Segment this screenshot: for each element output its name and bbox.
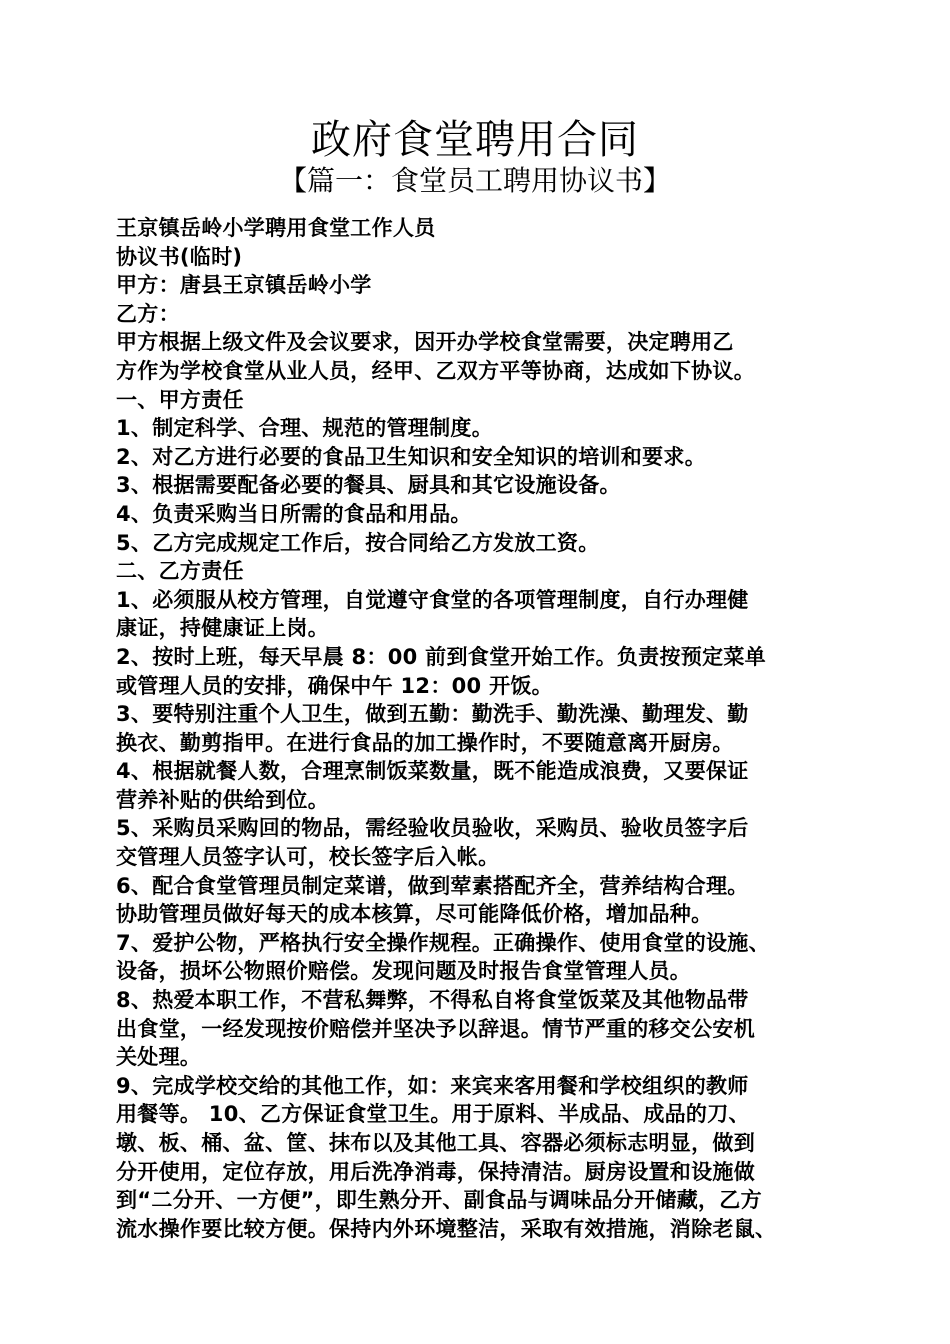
document-subtitle: 【篇一：食堂员工聘用协议书】 [278, 164, 671, 197]
body-line: 换衣、勤剪指甲。在进行食品的加工操作时，不要随意离开厨房。 [116, 730, 734, 755]
body-line: 甲方根据上级文件及会议要求，因开办学校食堂需要，决定聘用乙 [116, 330, 734, 355]
body-line: 4、负责采购当日所需的食品和用品。 [116, 501, 472, 526]
body-line: 甲方：唐县王京镇岳岭小学 [116, 273, 372, 298]
body-line: 4、根据就餐人数，合理烹制饭菜数量，既不能造成浪费，又要保证 [116, 759, 749, 784]
document-body [116, 214, 844, 1243]
body-line: 1、必须服从校方管理，自觉遵守食堂的各项管理制度，自行办理健 [116, 587, 749, 612]
body-line: 协议书(临时) [116, 244, 243, 269]
body-line: 方作为学校食堂从业人员，经甲、乙双方平等协商，达成如下协议。 [116, 358, 755, 383]
body-line: 8、热爱本职工作，不营私舞弊，不得私自将食堂饭菜及其他物品带 [116, 988, 749, 1013]
body-line: 6、配合食堂管理员制定菜谱，做到荤素搭配齐全，营养结构合理。 [116, 873, 749, 898]
body-line: 用餐等。 10、乙方保证食堂卫生。用于原料、半成品、成品的刀、 [116, 1102, 750, 1127]
body-line: 康证，持健康证上岗。 [116, 616, 329, 641]
body-line: 协助管理员做好每天的成本核算，尽可能降低价格，增加品种。 [116, 902, 713, 927]
body-line: 流水操作要比较方便。保持内外环境整洁，采取有效措施，消除老鼠、 [116, 1216, 777, 1241]
body-line: 或管理人员的安排，确保中午 12：00 开饭。 [116, 673, 553, 698]
body-line: 设备，损坏公物照价赔偿。发现问题及时报告食堂管理人员。 [116, 959, 692, 984]
body-line: 3、要特别注重个人卫生，做到五勤：勤洗手、勤洗澡、勤理发、勤 [116, 702, 749, 727]
body-line: 交管理人员签字认可，校长签字后入帐。 [116, 845, 500, 870]
body-line: 出食堂，一经发现按价赔偿并坚决予以辞退。情节严重的移交公安机 [116, 1016, 755, 1041]
body-line: 9、完成学校交给的其他工作，如：来宾来客用餐和学校组织的教师 [116, 1073, 749, 1098]
body-line: 5、采购员采购回的物品，需经验收员验收，采购员、验收员签字后 [116, 816, 749, 841]
section-heading: 一、甲方责任 [116, 387, 244, 412]
body-line: 2、对乙方进行必要的食品卫生知识和安全知识的培训和要求。 [116, 444, 707, 469]
body-line: 7、爱护公物，严格执行安全操作规程。正确操作、使用食堂的设施、 [116, 930, 770, 955]
body-line: 墩、板、桶、盆、筐、抹布以及其他工具、容器必须标志明显，做到 [116, 1131, 755, 1155]
body-line: 2、按时上班，每天早晨 8：00 前到食堂开始工作。负责按预定菜单 [116, 644, 766, 669]
body-line: 1、制定科学、合理、规范的管理制度。 [116, 416, 494, 441]
body-line: 到“二分开、一方便”，即生熟分开、副食品与调味品分开储藏，乙方 [116, 1188, 762, 1213]
body-line: 王京镇岳岭小学聘用食堂工作人员 [116, 216, 436, 240]
document-title: 政府食堂聘用合同 [311, 117, 639, 163]
body-line: 分开使用，定位存放，用后洗净消毒，保持清洁。厨房设置和设施做 [116, 1159, 755, 1184]
body-line: 5、乙方完成规定工作后，按合同给乙方发放工资。 [116, 530, 600, 555]
body-line: 营养补贴的供给到位。 [116, 787, 329, 812]
body-line: 关处理。 [116, 1045, 202, 1070]
body-line: 乙方： [116, 301, 180, 326]
body-line: 3、根据需要配备必要的餐具、厨具和其它设施设备。 [116, 473, 621, 498]
section-heading: 二、乙方责任 [116, 559, 244, 584]
